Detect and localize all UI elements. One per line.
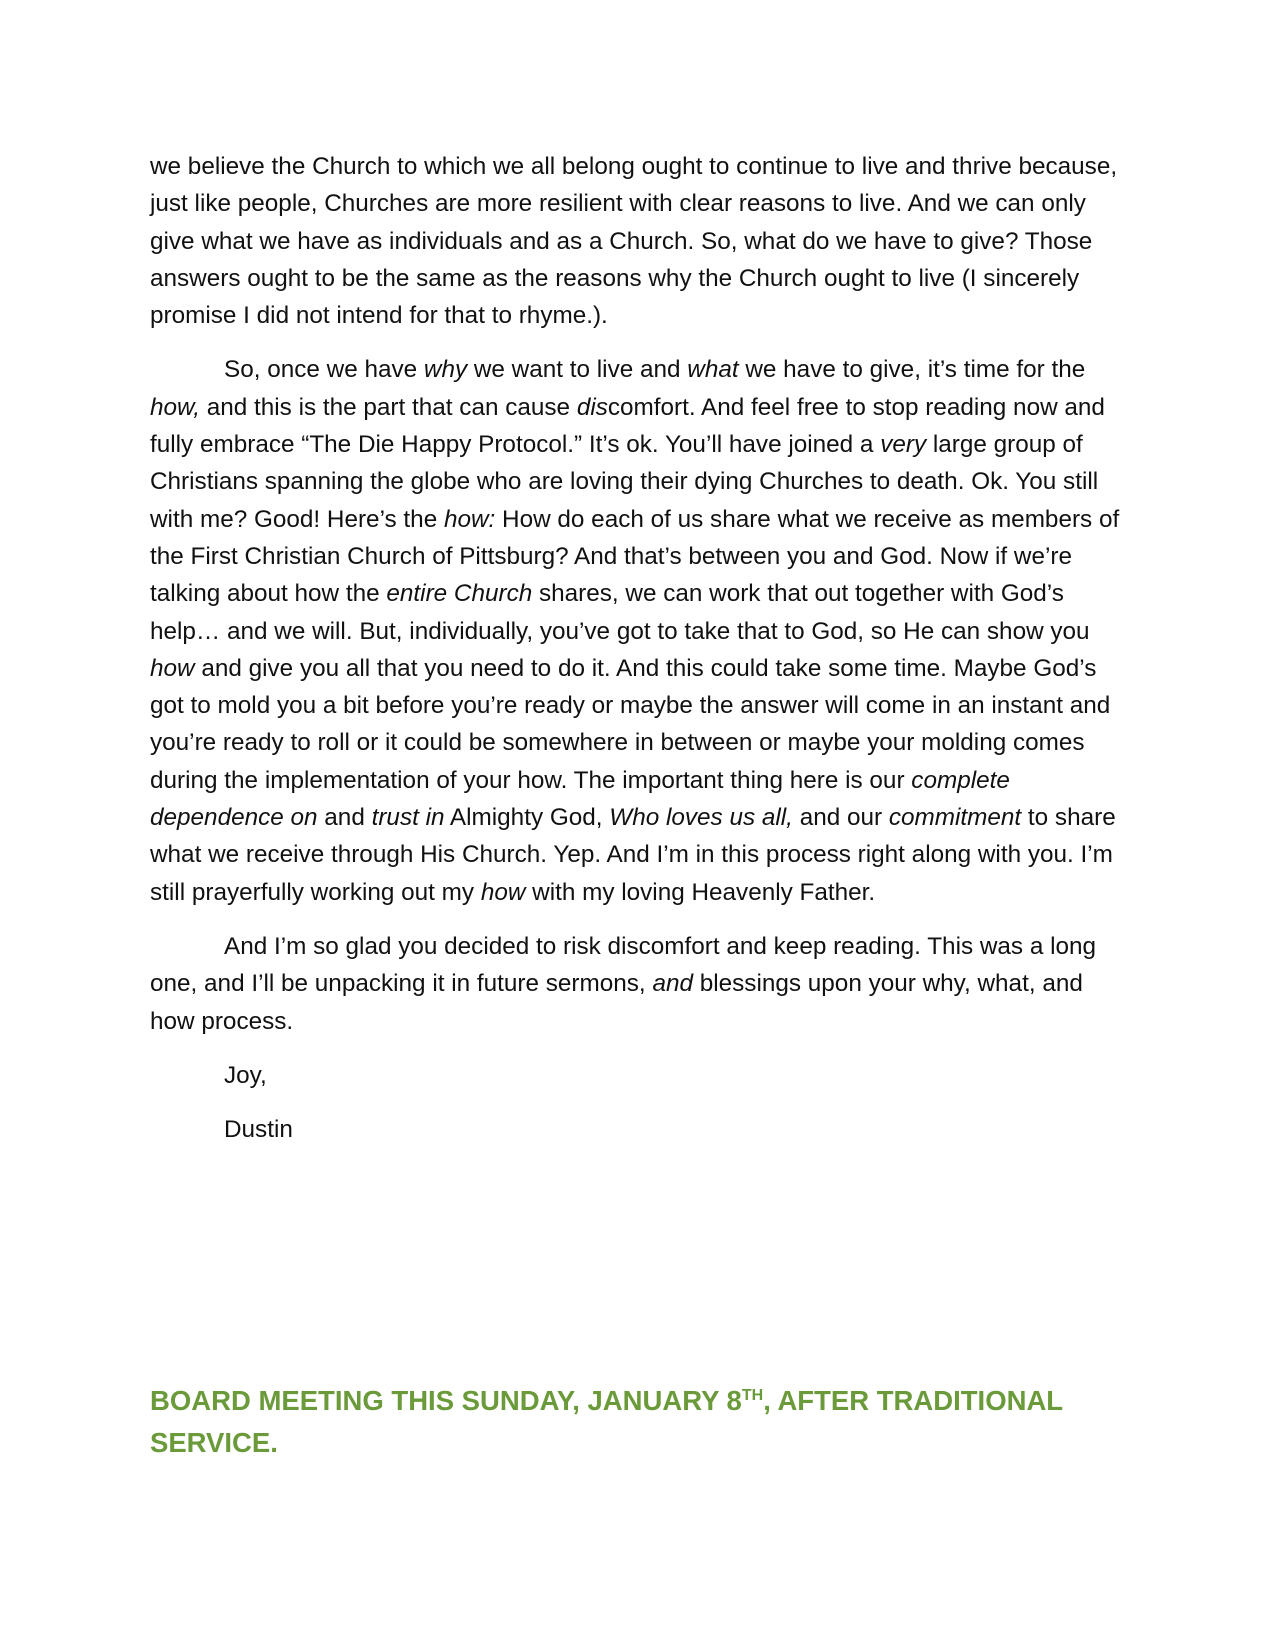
paragraph-1: we believe the Church to which we all belong ought to continue to live and thrive because, just like people, Churches are more resilient with clear reasons to live. And we can only give what we have as individuals and as a Church. So, what do we have to give? Those answers ought to be the same as the reasons why the Church ought to live (I sincerely promise I did not intend for that to rhyme.).	[150, 153, 1118, 330]
board-meeting-announcement: BOARD MEETING THIS SUNDAY, JANUARY 8TH, AFTER TRADITIONAL SERVICE.	[150, 1385, 1063, 1458]
paragraph-3: And I’m so glad you decided to risk discomfort and keep reading. This was a long one, and I’ll be unpacking it in future sermons, and blessings upon your why, what, and how process.	[150, 932, 1097, 1035]
closing-line: Joy,	[224, 1061, 267, 1089]
letter-body	[150, 148, 1134, 1165]
paragraph-2: So, once we have why we want to live and what we have to give, it’s time for the how, and this is the part that can cause discomfort. And feel free to stop reading now and fully embrace “The Die Happy Protocol.” It’s ok. You’ll have joined a very large group of Christians spanning the globe who are loving their dying Churches to death. Ok. You still with me? Good! Here’s the how: How do each of us share what we receive as members of the First Christian Church of Pittsburg? And that’s between you and God. Now if we’re talking about how the entire Church shares, we can work that out together with God’s help… and we will. But, individually, you’ve got to take that to God, so He can show you how and give you all that you need to do it. And this could take some time. Maybe God’s got to mold you a bit before you’re ready or maybe the answer will come in an instant and you’re ready to roll or it could be somewhere in between or maybe your molding comes during the implementation of your how. The important thing here is our complete dependence on and trust in Almighty God, Who loves us all, and our commitment to share what we receive through His Church. Yep. And I’m in this process right along with you. I’m still prayerfully working out my how with my loving Heavenly Father.	[150, 356, 1120, 906]
signature: Dustin	[224, 1116, 293, 1144]
ordinal-superscript: TH	[741, 1386, 764, 1404]
